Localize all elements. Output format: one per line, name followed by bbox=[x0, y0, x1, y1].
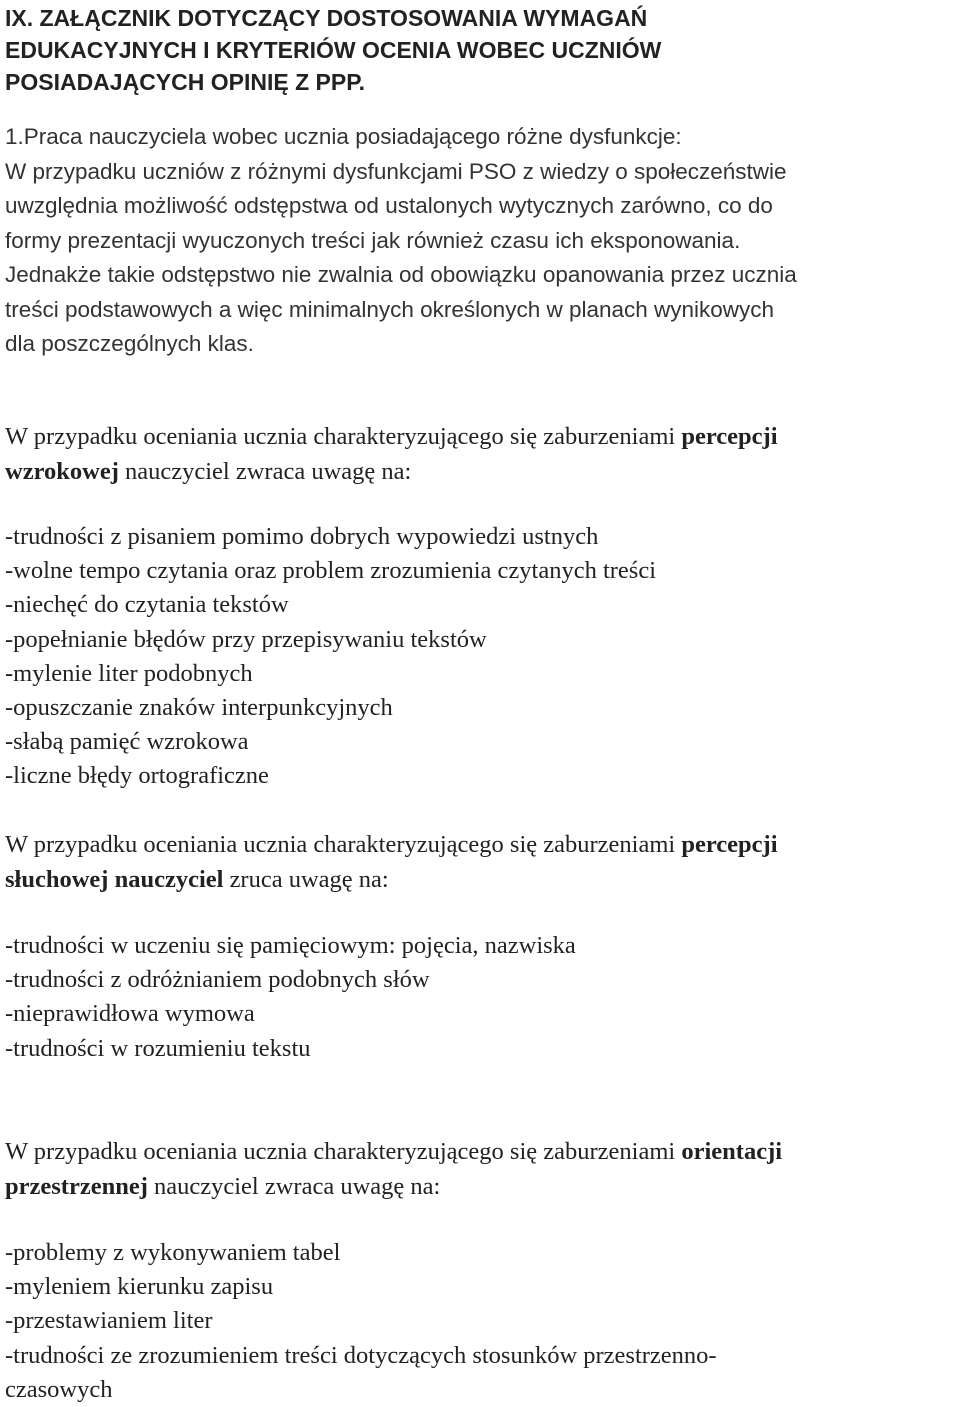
section-keyword: percepcji bbox=[681, 831, 778, 858]
list-item: -nieprawidłowa wymowa bbox=[5, 1000, 255, 1028]
list-item: -trudności z pisaniem pomimo dobrych wypowiedzi ustnych bbox=[5, 523, 599, 550]
list-item: -myleniem kierunku zapisu bbox=[5, 1273, 274, 1301]
heading-line-3: POSIADAJĄCYCH OPINIĘ Z PPP. bbox=[5, 69, 365, 95]
visual-perception-intro bbox=[5, 420, 955, 489]
visual-perception-list bbox=[5, 520, 955, 794]
intro-line: Jednakże takie odstępstwo nie zwalnia od obowiązku opanowania przez ucznia bbox=[5, 262, 797, 287]
auditory-perception-list bbox=[5, 929, 955, 1066]
auditory-perception-intro bbox=[5, 828, 955, 897]
list-item: czasowych bbox=[5, 1375, 113, 1403]
list-item: -mylenie liter podobnych bbox=[5, 659, 253, 687]
list-item: -trudności w uczeniu się pamięciowym: pojęcia, nazwiska bbox=[5, 932, 576, 959]
section-text: zruca uwagę na: bbox=[223, 865, 389, 893]
intro-line: 1.Praca nauczyciela wobec ucznia posiadającego różne dysfunkcje: bbox=[5, 124, 682, 149]
section-heading bbox=[5, 2, 955, 98]
intro-paragraph bbox=[5, 120, 960, 362]
section-keyword: słuchowej nauczyciel bbox=[5, 865, 224, 893]
heading-line-1: IX. ZAŁĄCZNIK DOTYCZĄCY DOSTOSOWANIA WYMAGAŃ bbox=[5, 5, 648, 31]
section-text: nauczyciel zwraca uwagę na: bbox=[118, 457, 412, 485]
list-item: -słabą pamięć wzrokowa bbox=[5, 728, 249, 756]
list-item: -trudności w rozumieniu tekstu bbox=[5, 1034, 311, 1062]
heading-line-2: EDUKACYJNYCH I KRYTERIÓW OCENIA WOBEC UCZNIÓW bbox=[5, 37, 662, 63]
section-text: W przypadku oceniania ucznia charakteryzującego się zaburzeniami bbox=[5, 423, 682, 450]
list-item: -liczne błędy ortograficzne bbox=[5, 762, 269, 790]
intro-line: W przypadku uczniów z różnymi dysfunkcjami PSO z wiedzy o społeczeństwie bbox=[5, 158, 787, 184]
section-keyword: przestrzennej bbox=[5, 1172, 148, 1200]
intro-line: uwzględnia możliwość odstępstwa od ustalonych wytycznych zarówno, co do bbox=[5, 193, 773, 218]
intro-line: formy prezentacji wyuczonych treści jak również czasu ich eksponowania. bbox=[5, 227, 741, 253]
section-text: W przypadku oceniania ucznia charakteryzującego się zaburzeniami bbox=[5, 831, 682, 858]
list-item: -popełnianie błędów przy przepisywaniu tekstów bbox=[5, 625, 487, 653]
section-keyword: percepcji bbox=[681, 423, 778, 450]
list-item: -trudności z odróżnianiem podobnych słów bbox=[5, 966, 430, 994]
section-text: W przypadku oceniania ucznia charakteryzującego się zaburzeniami bbox=[5, 1138, 682, 1165]
intro-line: dla poszczególnych klas. bbox=[5, 331, 254, 356]
spatial-orientation-list bbox=[5, 1236, 955, 1407]
intro-line: treści podstawowych a więc minimalnych określonych w planach wynikowych bbox=[5, 296, 775, 322]
list-item: -opuszczanie znaków interpunkcyjnych bbox=[5, 694, 393, 722]
spatial-orientation-intro bbox=[5, 1135, 955, 1204]
section-keyword: orientacji bbox=[681, 1138, 783, 1165]
section-text: nauczyciel zwraca uwagę na: bbox=[147, 1172, 441, 1200]
section-keyword: wzrokowej bbox=[5, 457, 119, 485]
list-item: -wolne tempo czytania oraz problem zrozumienia czytanych treści bbox=[5, 557, 656, 585]
list-item: -niechęć do czytania tekstów bbox=[5, 591, 289, 619]
list-item: -przestawianiem liter bbox=[5, 1307, 213, 1335]
list-item: -trudności ze zrozumieniem treści dotyczących stosunków przestrzenno- bbox=[5, 1341, 717, 1369]
list-item: -problemy z wykonywaniem tabel bbox=[5, 1239, 341, 1266]
